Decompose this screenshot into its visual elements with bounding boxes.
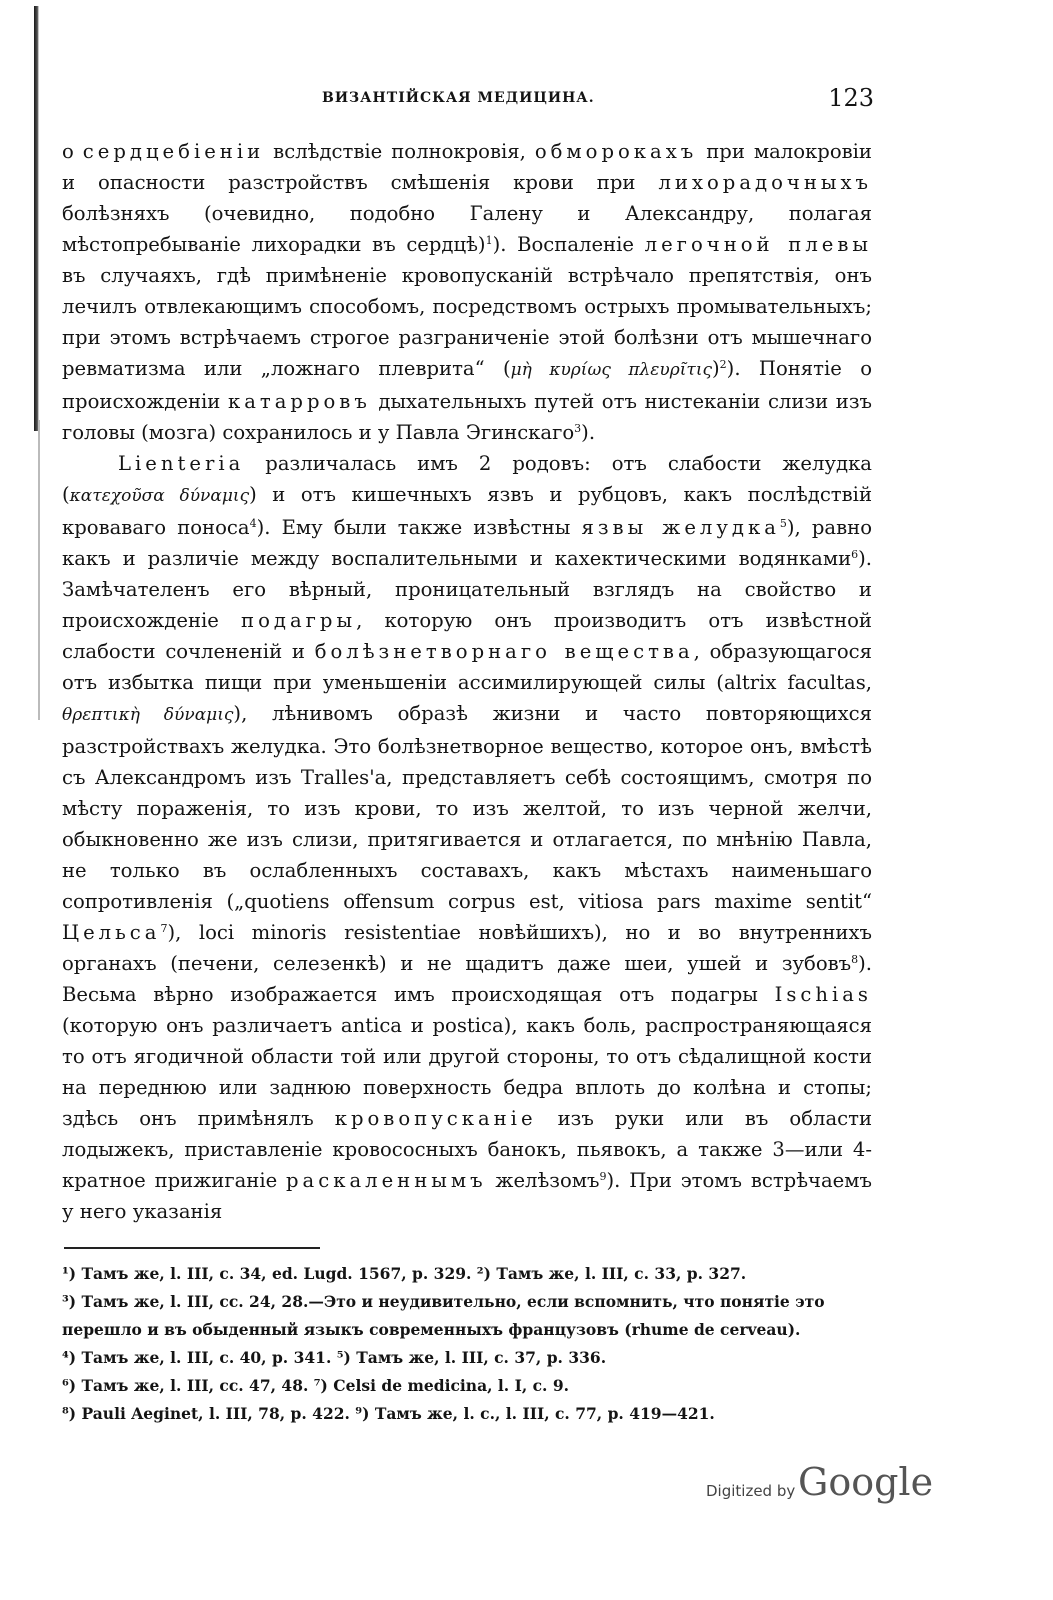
page-header — [62, 84, 874, 114]
text-run: ) и отъ кишечныхъ язвъ и рубцовъ, какъ послѣдствій кроваваго поноса — [62, 483, 873, 539]
text-run: ), равно какъ и различіе между воспалительными и кахектическими водянками — [62, 516, 872, 570]
footnotes — [62, 1260, 874, 1428]
text-run: ), loci minoris resistentiae новѣйшихъ), но и во внутреннихъ органахъ (печени, селезенкѣ) и не щадитъ даже шеи, ушей и зубовъ — [62, 921, 872, 975]
greek-term: θρεπτικὴ δύναμις — [62, 705, 234, 725]
text-run: , образующагося отъ избытка пищи при уменьшеніи ассимилирующей силы (altrix facultas, — [62, 640, 873, 694]
spaced-term: катарровъ — [227, 390, 371, 413]
spaced-term: обморокахъ — [534, 140, 698, 163]
text-run: о — [62, 140, 83, 163]
footnote-ref: 4 — [249, 517, 257, 530]
footnote-ref: 2 — [719, 358, 727, 371]
text-run: вслѣдствіе полнокровія, — [264, 140, 535, 163]
spaced-term: кровопусканіе — [334, 1107, 537, 1130]
text-run: ). — [581, 421, 596, 444]
text-run: , которую онъ производитъ отъ извѣстной слабости сочлененій и — [62, 609, 872, 663]
spaced-term: язвы желудка — [581, 516, 780, 539]
text-run: болѣзняхъ (очевидно, подобно Галену и Александру, полагая мѣстопребываніе лихорадки въ сердцѣ) — [62, 202, 872, 256]
scan-edge — [34, 6, 39, 431]
text-run: ). Замѣчателенъ его вѣрный, проницательный взглядъ на свойство и происхожденіе — [62, 547, 872, 632]
text-run: при малокровіи и опасности разстройствъ смѣшенія крови при — [62, 140, 872, 194]
footnote-line: перешло и въ обыденный языкъ современныхъ французовъ (rhume de cerveau). — [62, 1320, 801, 1339]
body-text — [62, 136, 872, 1227]
text-run: ). Понятіе о происхожденіи — [62, 357, 872, 413]
text-run: ). Воспаленіе — [492, 233, 645, 256]
spaced-term: Ischias — [774, 983, 872, 1006]
spaced-term: раскаленнымъ — [286, 1169, 487, 1192]
paragraph-1 — [62, 136, 872, 448]
spaced-term: легочной плевы — [644, 233, 873, 256]
text-run: дыхательныхъ путей отъ нистеканіи слизи изъ головы (мозга) сохранилось и у Павла Эгинскаго — [62, 390, 873, 444]
text-run: изъ руки или въ области лодыжекъ, приставленіе кровососныхъ банокъ, пьявокъ, а также 3—или 4-кратное прижиганіе — [62, 1107, 873, 1192]
spaced-term: болѣзнетворнаго вещества — [314, 640, 694, 663]
greek-term: κατεχοῦσα δύναμις — [69, 486, 250, 506]
watermark-small-text: Digitized by — [706, 1482, 796, 1500]
footnote-ref: 7 — [160, 922, 168, 935]
spaced-term: Lienteria — [118, 452, 245, 475]
text-run: различалась имъ 2 родовъ: отъ слабости желудка ( — [62, 452, 872, 506]
text-run: ). Весьма вѣрно изображается имъ происходящая отъ подагры — [62, 952, 872, 1006]
spaced-term: сердцебіеніи — [82, 140, 265, 163]
footnote-ref: 6 — [851, 548, 859, 561]
text-run: въ случаяхъ, гдѣ примѣненіе кровопусканій встрѣчало препятствія, онъ лечилъ отвлекающимъ способомъ, посредствомъ острыхъ промывательныхъ; при этомъ встрѣчаемъ строгое разграниченіе этой болѣзни отъ мышечнаго ревматизма или „ложнаго плеврита“ ( — [62, 264, 872, 380]
footnote-ref: 9 — [599, 1170, 607, 1183]
text-run: (которую онъ различаетъ antica и postica), какъ боль, распространяющаяся то отъ ягодичной области той или другой стороны, то отъ сѣдалищной кости на переднюю или заднюю поверхность бедра вплоть до колѣна и стопы; здѣсь онъ примѣнялъ — [62, 1014, 872, 1130]
footnote-ref: 1 — [485, 234, 493, 247]
spaced-term: лихорадочныхъ — [658, 171, 872, 194]
greek-term: μὴ κυρίως πλευρῖτις — [510, 360, 713, 380]
footnote-line: ⁸) Pauli Aeginet, l. III, 78, p. 422. ⁹) Тамъ же, l. c., l. III, c. 77, p. 419—421. — [62, 1404, 715, 1423]
spaced-term: Цельса — [62, 921, 161, 944]
text-run: ), лѣнивомъ образѣ жизни и часто повторяющихся разстройствахъ желудка. Это болѣзнетворное вещество, которое онъ, вмѣстѣ съ Александромъ изъ Tralles'а, представляетъ себѣ состоящимъ, смотря по мѣсту пораженія, то изъ крови, то изъ желтой, то изъ черной желчи, обыкновенно же изъ слизи, притягивается и отлагается, по мнѣнію Павла, не только въ ослабленныхъ составахъ, какъ мѣстахъ наименьшаго сопротивленія („quotiens offensum corpus est, vitiosa pars maxime sentit“ — [62, 702, 872, 913]
footnote-line: ¹) Тамъ же, l. III, c. 34, ed. Lugd. 1567, p. 329. ²) Тамъ же, l. III, c. 33, p. 327. — [62, 1264, 747, 1283]
paragraph-2 — [62, 448, 872, 1227]
text-run: желѣзомъ — [486, 1169, 600, 1192]
footnote-ref: 8 — [851, 953, 859, 966]
text-run: ). При этомъ встрѣчаемъ у него указанія — [62, 1169, 872, 1223]
footnote-line: ⁶) Тамъ же, l. III, cc. 47, 48. ⁷) Celsi de medicina, l. I, c. 9. — [62, 1376, 570, 1395]
running-title: ВИЗАНТІЙСКАЯ МЕДИЦИНА. — [322, 90, 595, 106]
text-run: ). Ему были также извѣстны — [256, 516, 582, 539]
spaced-term: подагры — [241, 609, 357, 632]
footnote-line: ⁴) Тамъ же, l. III, c. 40, p. 341. ⁵) Тамъ же, l. III, c. 37, p. 336. — [62, 1348, 607, 1367]
google-logo: Google — [798, 1460, 934, 1504]
footnote-ref: 5 — [779, 517, 787, 530]
text-run: ) — [712, 357, 720, 380]
page-number: 123 — [828, 84, 874, 112]
digitized-by-google-watermark — [706, 1460, 934, 1510]
footnote-line: ³) Тамъ же, l. III, cc. 24, 28.—Это и неудивительно, если вспомнить, что понятіе это — [62, 1292, 825, 1311]
scan-edge-faint — [38, 420, 40, 720]
footnote-rule — [64, 1247, 320, 1249]
footnote-ref: 3 — [574, 422, 582, 435]
